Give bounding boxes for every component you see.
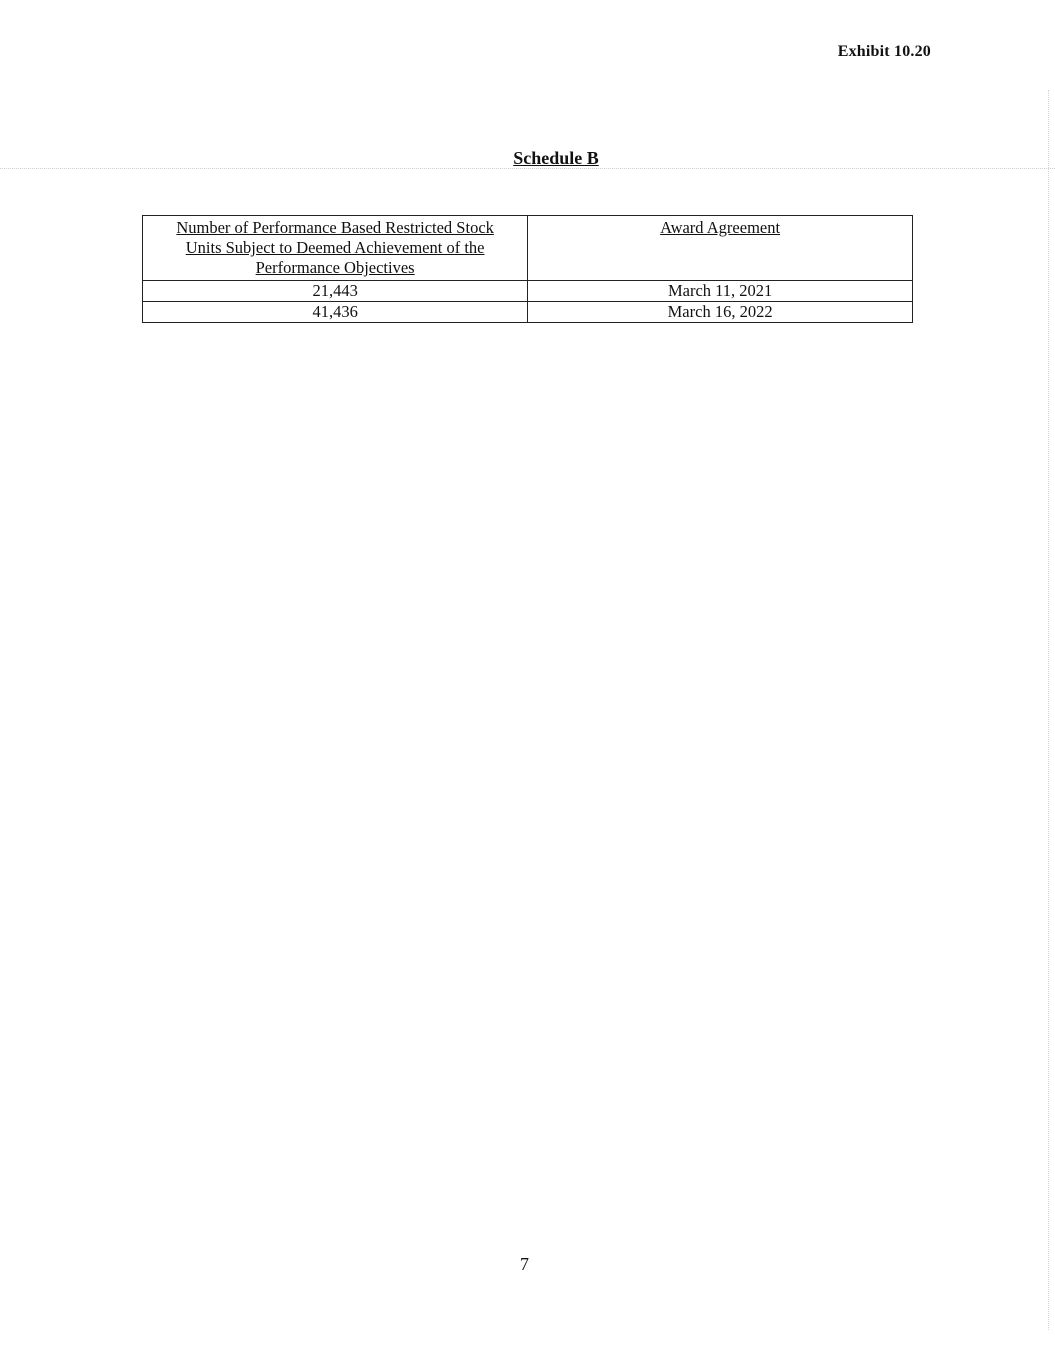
- page-number: 7: [520, 1254, 529, 1274]
- cell-units: 41,436: [143, 302, 528, 323]
- scan-edge-line: [1048, 90, 1049, 1330]
- scan-artifact-line: [0, 168, 1055, 169]
- exhibit-label: Exhibit 10.20: [837, 43, 931, 60]
- table-row: [143, 281, 913, 302]
- column-header-units-text: Number of Performance Based Restricted Stock Units Subject to Deemed Achievement of the Performance Objectives: [176, 218, 494, 277]
- schedule-table: [142, 215, 913, 323]
- cell-units: 21,443: [143, 281, 528, 302]
- table-row: [143, 302, 913, 323]
- cell-award-agreement: March 16, 2022: [528, 302, 913, 323]
- column-header-award-agreement: [528, 216, 913, 281]
- column-header-units: [143, 216, 528, 281]
- cell-award-agreement: March 11, 2021: [528, 281, 913, 302]
- table-header-row: [143, 216, 913, 281]
- column-header-award-agreement-text: Award Agreement: [660, 218, 781, 237]
- schedule-title: Schedule B: [513, 148, 599, 168]
